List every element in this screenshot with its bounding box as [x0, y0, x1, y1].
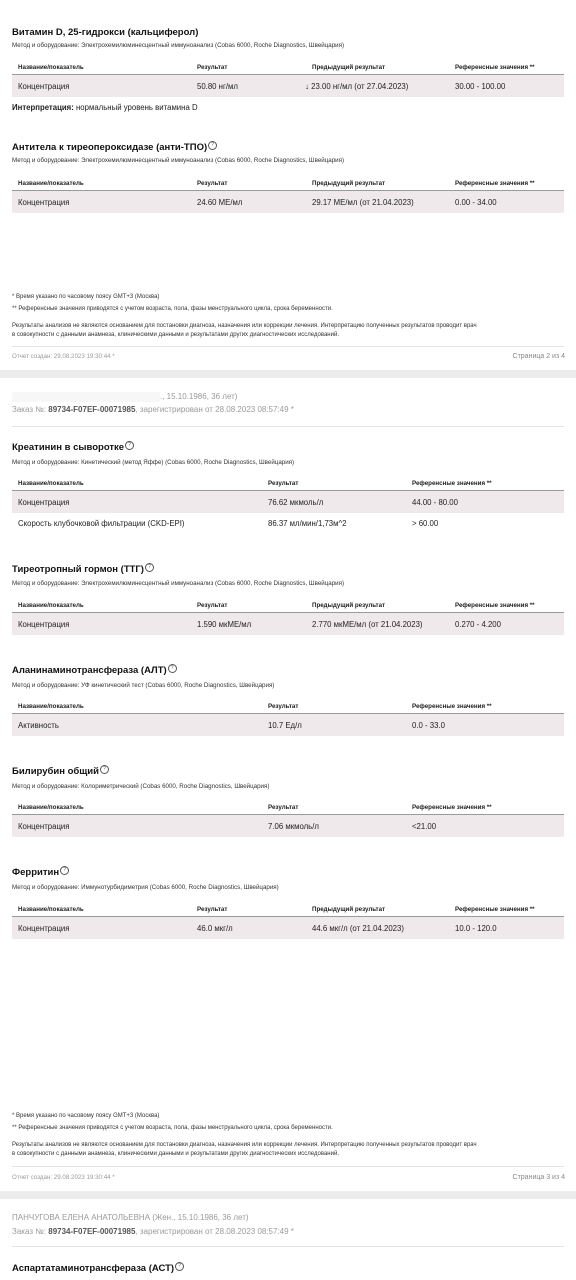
vitd-row-prev-value: 23.00 нг/мл (от 27.04.2023) [311, 82, 409, 91]
creat-col-ref: Референсные значения ** [412, 480, 492, 487]
bili-col-result: Результат [268, 804, 299, 811]
tsh-col-ref: Референсные значения ** [455, 602, 535, 609]
tpo-method: Метод и оборудование: Электрохемилюминесцентный иммуноанализ (Cobas 6000, Roche Diagnostics, Швейцария) [12, 157, 345, 164]
alt-row-ref: 0.0 - 33.0 [412, 721, 445, 730]
note-reference-p3: ** Референсные значения приводятся с учетом возраста, пола, фазы менструального цикла, срока беременности. [12, 1125, 333, 1131]
vitd-col-ref: Референсные значения ** [455, 64, 535, 71]
tsh-col-name: Название/показатель [18, 602, 84, 609]
alt-title [12, 664, 177, 676]
creat-row1-name: Концентрация [18, 498, 70, 507]
tpo-title [12, 141, 217, 153]
ferr-title [12, 866, 69, 878]
ferr-col-name: Название/показатель [18, 906, 84, 913]
arrow-down-icon: ↓ [305, 82, 309, 91]
page2-number: Страница 2 из 4 [512, 353, 565, 360]
creat-col-name: Название/показатель [18, 480, 84, 487]
order-registered: , зарегистрирован от 28.08.2023 08:57:49 * [135, 405, 294, 414]
alt-row-name: Активность [18, 721, 59, 730]
note-disclaimer-line2: в совокупности с данными анамнеза, клиническими данными и результатами других диагностических исследований. [12, 332, 339, 338]
info-circle-icon[interactable]: ? [208, 141, 217, 150]
tsh-row-result: 1.590 мкМЕ/мл [197, 620, 252, 629]
header3-line [12, 1246, 564, 1247]
bili-title-text: Билирубин общий [12, 766, 99, 778]
header2-line [12, 426, 564, 427]
ferr-row-prev: 44.6 мкг/л (от 21.04.2023) [312, 924, 404, 933]
vitd-row-result: 50.80 нг/мл [197, 82, 238, 91]
order-label-p4: Заказ №: [12, 1227, 47, 1236]
ast-title [12, 1262, 184, 1274]
bili-title [12, 765, 109, 777]
page-separator [0, 370, 576, 378]
alt-col-result: Результат [268, 703, 299, 710]
tpo-col-ref: Референсные значения ** [455, 180, 535, 187]
info-circle-icon[interactable]: ? [100, 765, 109, 774]
vitd-method: Метод и оборудование: Электрохемилюминесцентный иммуноанализ (Cobas 6000, Roche Diagnostics, Швейцария) [12, 42, 345, 49]
bili-row-ref: <21.00 [412, 822, 437, 831]
order-number-p4: 89734-F07EF-00071985 [48, 1227, 136, 1236]
ast-title-text: Аспартатаминотрансфераза (АСТ) [12, 1263, 175, 1275]
redacted-name [12, 392, 160, 402]
vitd-row-name: Концентрация [18, 82, 70, 91]
vitd-title: Витамин D, 25-гидрокси (кальциферол) [12, 27, 199, 38]
note-disclaimer-p3-line2: в совокупности с данными анамнеза, клиническими данными и результатами других диагностических исследований. [12, 1151, 339, 1157]
vitd-interp-label: Интерпретация: [12, 103, 74, 112]
tsh-method: Метод и оборудование: Электрохемилюминесцентный иммуноанализ (Cobas 6000, Roche Diagnostics, Швейцария) [12, 580, 345, 587]
page3-footer-line [12, 1166, 564, 1167]
note-disclaimer [12, 322, 568, 340]
alt-col-name: Название/показатель [18, 703, 84, 710]
ferr-col-ref: Референсные значения ** [455, 906, 535, 913]
vitd-interpretation [12, 103, 198, 112]
creat-title [12, 441, 134, 453]
patient-info [12, 392, 237, 402]
tpo-row-name: Концентрация [18, 198, 70, 207]
creat-row1-ref: 44.00 - 80.00 [412, 498, 458, 507]
ferr-row-ref: 10.0 - 120.0 [455, 924, 497, 933]
note-disclaimer-p3 [12, 1141, 568, 1159]
tsh-row-name: Концентрация [18, 620, 70, 629]
creat-title-text: Креатинин в сыворотке [12, 442, 125, 454]
patient-details: ., 15.10.1986, 36 лет) [160, 392, 238, 402]
note-disclaimer-line1: Результаты анализов не являются основанием для постановки диагноза, назначения или коррекции лечения. Интерпретацию полученных результатов проводит врач [12, 323, 477, 329]
order-info [12, 405, 294, 414]
vitd-col-result: Результат [197, 64, 228, 71]
note-timezone: * Время указано по часовому поясу GMT+3 (Москва) [12, 294, 160, 300]
tpo-row-prev: 29.17 МЕ/мл (от 21.04.2023) [312, 198, 414, 207]
alt-title-text: Аланинаминотрансфераза (АЛТ) [12, 665, 167, 677]
creat-row2-ref: > 60.00 [412, 519, 439, 528]
vitd-row-ref: 30.00 - 100.00 [455, 82, 506, 91]
tsh-row-ref: 0.270 - 4.200 [455, 620, 501, 629]
page3-number: Страница 3 из 4 [512, 1174, 565, 1181]
note-reference: ** Референсные значения приводятся с учетом возраста, пола, фазы менструального цикла, срока беременности. [12, 306, 333, 312]
alt-row-result: 10.7 Ед/л [268, 721, 302, 730]
order-registered-p4: , зарегистрирован от 28.08.2023 08:57:49 * [135, 1227, 294, 1236]
info-circle-icon[interactable]: ? [168, 664, 177, 673]
page2-created: Отчет создан: 29.08.2023 19:30:44 * [12, 353, 115, 360]
vitd-col-prev: Предыдущий результат [312, 64, 386, 71]
creat-method: Метод и оборудование: Кинетический (метод Яффе) (Cobas 6000, Roche Diagnostics, Швейцария) [12, 459, 295, 466]
ferr-method: Метод и оборудование: Иммунотурбидиметрия (Cobas 6000, Roche Diagnostics, Швейцария) [12, 884, 279, 891]
ferr-row-result: 46.0 мкг/л [197, 924, 233, 933]
note-timezone-p3: * Время указано по часовому поясу GMT+3 (Москва) [12, 1113, 160, 1119]
alt-method: Метод и оборудование: УФ кинетический тест (Cobas 6000, Roche Diagnostics, Швейцария) [12, 682, 275, 689]
tsh-title-text: Тиреотропный гормон (ТТГ) [12, 564, 144, 576]
note-disclaimer-p3-line1: Результаты анализов не являются основанием для постановки диагноза, назначения или коррекции лечения. Интерпретацию полученных результатов проводит врач [12, 1142, 477, 1148]
creat-col-result: Результат [268, 480, 299, 487]
tpo-row-result: 24.60 МЕ/мл [197, 198, 243, 207]
tpo-col-name: Название/показатель [18, 180, 84, 187]
vitd-row-prev [305, 82, 408, 91]
tpo-title-text: Антитела к тиреопероксидазе (анти-ТПО) [12, 142, 208, 154]
ferr-col-prev: Предыдущий результат [312, 906, 386, 913]
bili-row-name: Концентрация [18, 822, 70, 831]
tsh-col-prev: Предыдущий результат [312, 602, 386, 609]
page3-created: Отчет создан: 29.08.2023 19:30:44 * [12, 1174, 115, 1181]
creat-row2-result: 86.37 мл/мин/1,73м^2 [268, 519, 347, 528]
tpo-col-result: Результат [197, 180, 228, 187]
order-label: Заказ №: [12, 405, 47, 414]
tsh-row-prev: 2.770 мкМЕ/мл (от 21.04.2023) [312, 620, 423, 629]
vitd-interp-value: нормальный уровень витамина D [76, 103, 198, 112]
order-number: 89734-F07EF-00071985 [48, 405, 136, 414]
bili-col-ref: Референсные значения ** [412, 804, 492, 811]
alt-col-ref: Референсные значения ** [412, 703, 492, 710]
info-circle-icon[interactable]: ? [145, 563, 154, 572]
tsh-col-result: Результат [197, 602, 228, 609]
page2-footer-line [12, 346, 564, 347]
creat-row2-name: Скорость клубочковой фильтрации (CKD-EPI) [18, 519, 185, 528]
ferr-col-result: Результат [197, 906, 228, 913]
bili-method: Метод и оборудование: Колориметрический (Cobas 6000, Roche Diagnostics, Швейцария) [12, 783, 270, 790]
order-info-p4 [12, 1227, 294, 1236]
page-separator-2 [0, 1191, 576, 1199]
tsh-title [12, 563, 154, 575]
info-circle-icon[interactable]: ? [125, 441, 134, 450]
info-circle-icon[interactable]: ? [60, 866, 69, 875]
bili-col-name: Название/показатель [18, 804, 84, 811]
vitd-col-name: Название/показатель [18, 64, 84, 71]
ferr-title-text: Ферритин [12, 867, 60, 879]
bili-row-result: 7.06 мкмоль/л [268, 822, 319, 831]
creat-row1-result: 76.62 мкмоль/л [268, 498, 324, 507]
info-circle-icon[interactable]: ? [175, 1262, 184, 1271]
ferr-row-name: Концентрация [18, 924, 70, 933]
patient-info-p4: ПАНЧУГОВА ЕЛЕНА АНАТОЛЬЕВНА (Жен., 15.10.1986, 36 лет) [12, 1213, 249, 1222]
tpo-col-prev: Предыдущий результат [312, 180, 386, 187]
tpo-row-ref: 0.00 - 34.00 [455, 198, 497, 207]
